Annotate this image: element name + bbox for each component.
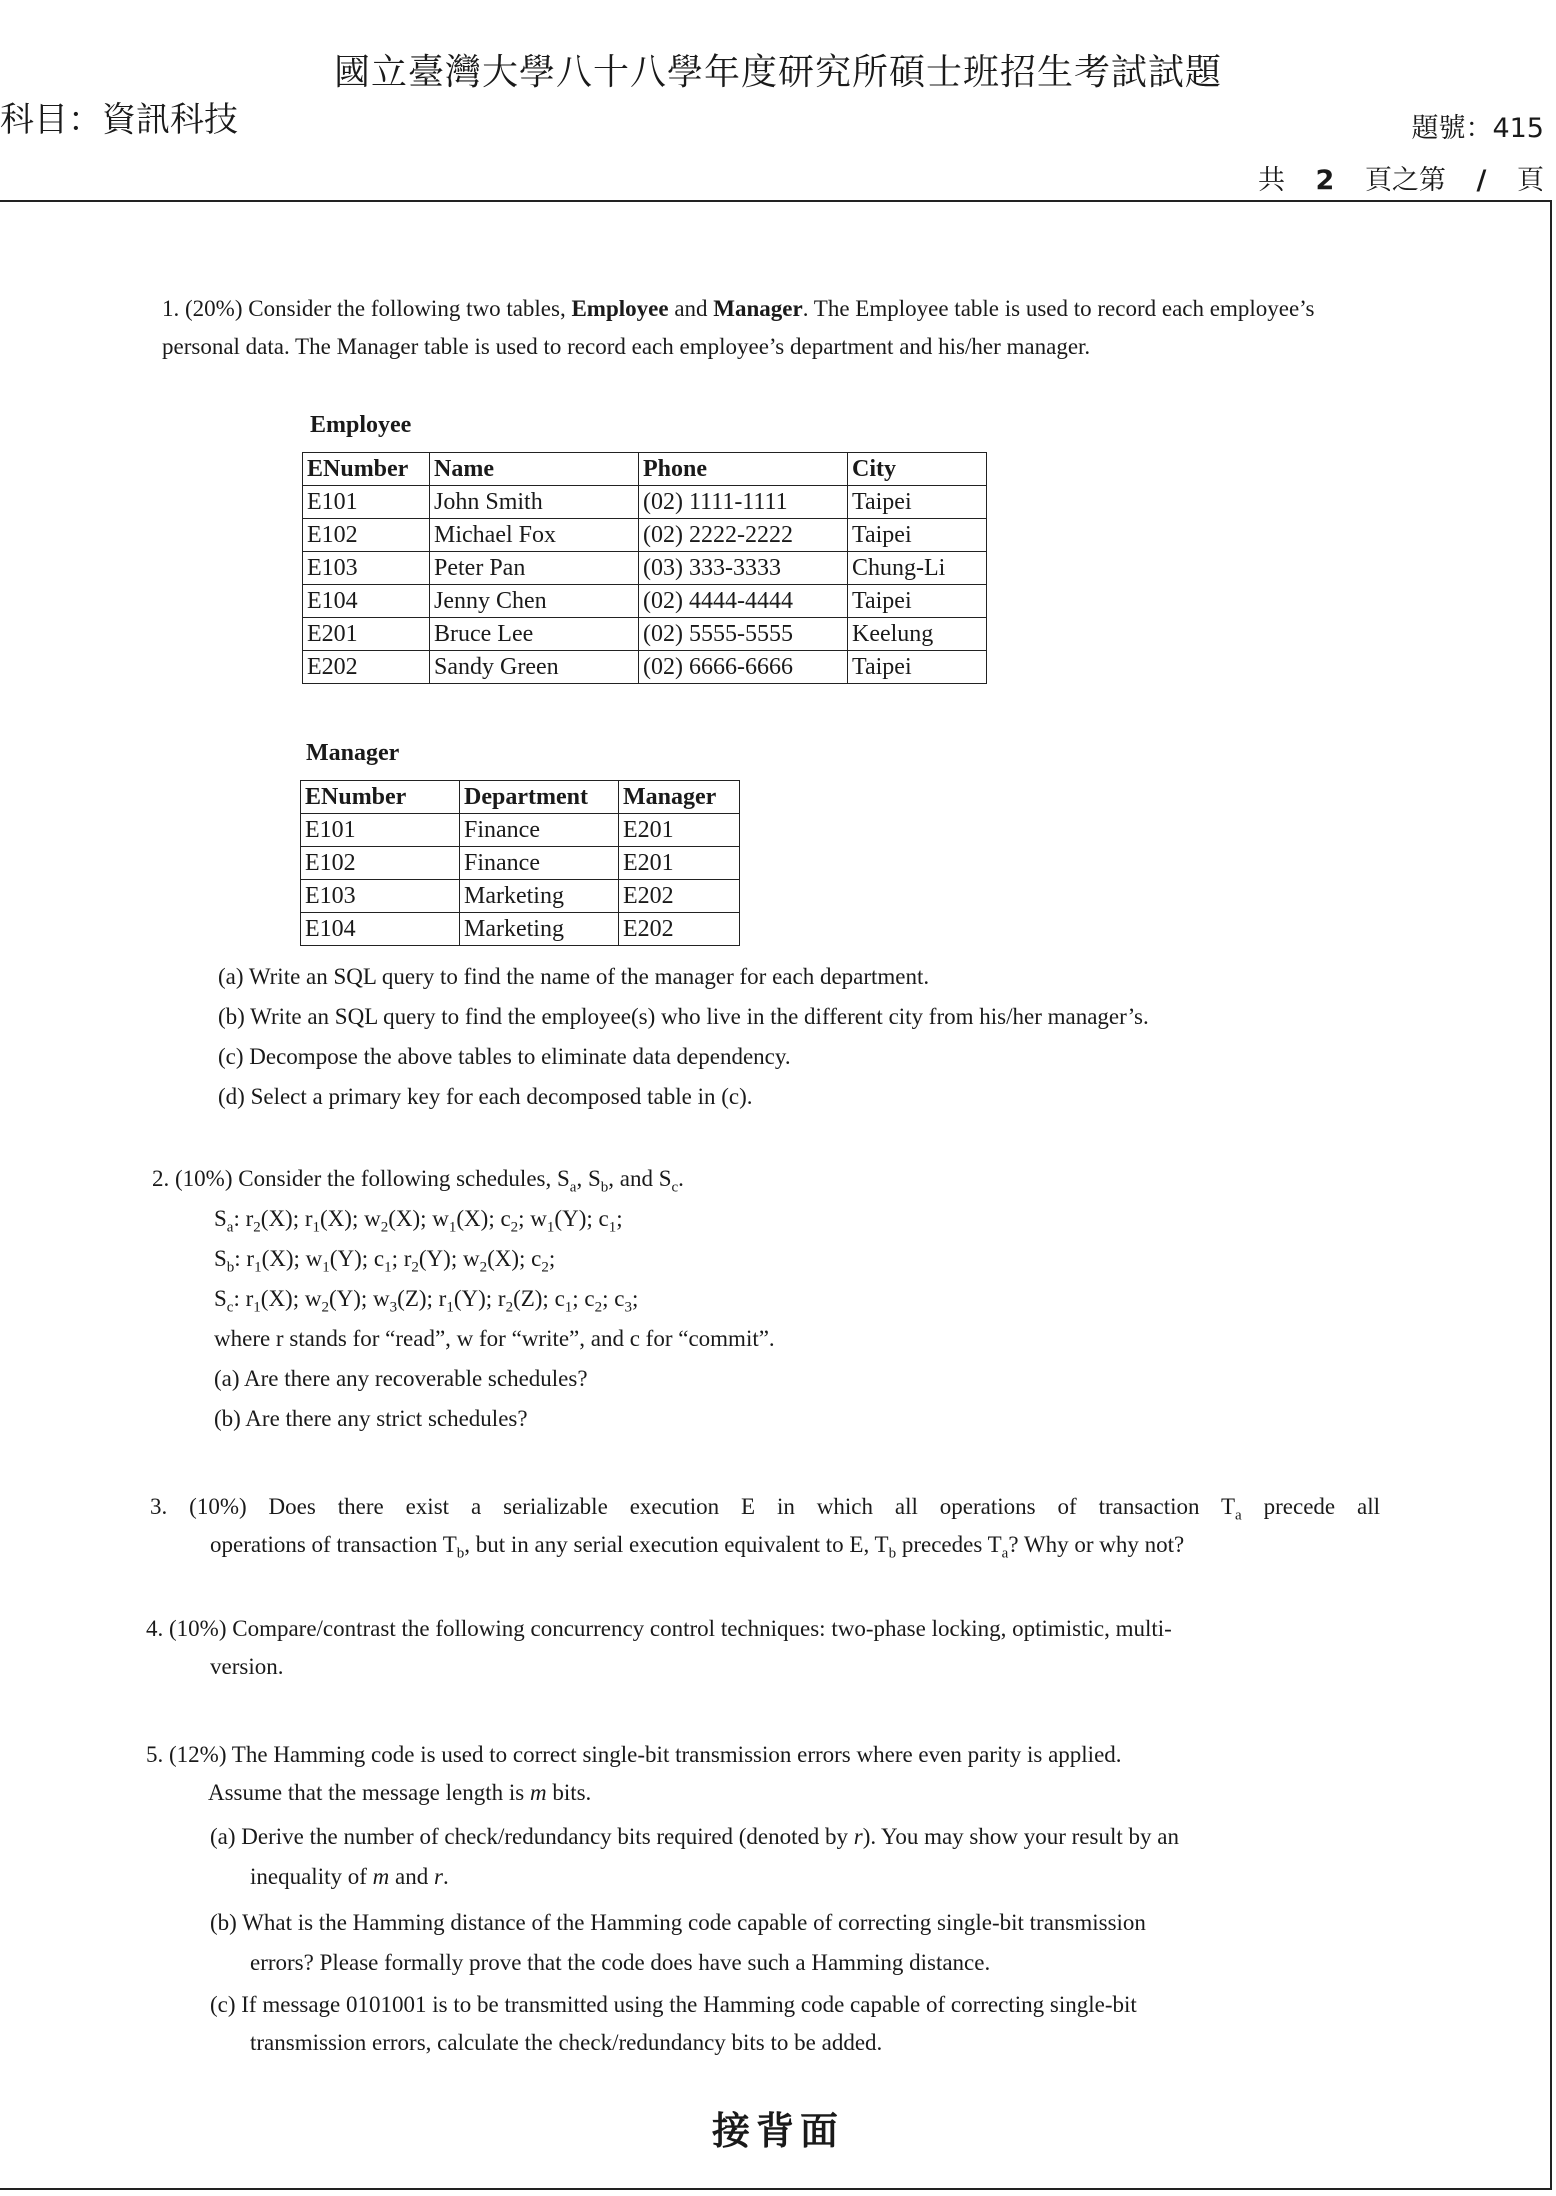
table-cell: Taipei	[848, 585, 987, 618]
page-total-label: 共	[1257, 165, 1285, 196]
table-cell: E103	[301, 880, 460, 913]
employee-col-enumber: ENumber	[303, 453, 430, 486]
table-cell: Keelung	[848, 618, 987, 651]
manager-row	[301, 814, 740, 847]
employee-col-city: City	[848, 453, 987, 486]
manager-col-enumber: ENumber	[301, 781, 460, 814]
q1-part-a: (a) Write an SQL query to find the name of the manager for each department.	[218, 964, 930, 989]
employee-table	[302, 452, 987, 684]
table-cell: Finance	[460, 814, 619, 847]
q2-part-a: (a) Are there any recoverable schedules?	[214, 1366, 588, 1391]
manager-table-caption: Manager	[306, 740, 400, 766]
q5-part-c-line2: transmission errors, calculate the check/redundancy bits to be added.	[250, 2030, 883, 2055]
table-cell: Finance	[460, 847, 619, 880]
q1-part-d: (d) Select a primary key for each decomposed table in (c).	[218, 1084, 753, 1109]
table-cell: Taipei	[848, 519, 987, 552]
employee-row	[303, 486, 987, 519]
table-cell: E102	[303, 519, 430, 552]
manager-table	[300, 780, 740, 946]
q3-line1: 3. (10%) Does there exist a serializable execution E in which all operations of transaction $T_a$ precede all	[150, 1494, 1381, 1524]
table-cell: Marketing	[460, 880, 619, 913]
manager-col-manager: Manager	[619, 781, 740, 814]
employee-col-name: Name	[430, 453, 639, 486]
q5-line2: Assume that the message length is m bits.	[208, 1780, 592, 1805]
q2-schedule-a: $S_a$: $r_2(X)$; $r_1(X)$; $w_2(X)$; $w_1(X)$; $c_2$; $w_1(Y)$; $c_1$;	[214, 1206, 623, 1236]
q1-part-b: (b) Write an SQL query to find the employee(s) who live in the different city from his/her manager’s.	[218, 1004, 1149, 1029]
q2-intro: 2. (10%) Consider the following schedules, $S_a$, $S_b$, and $S_c$.	[152, 1166, 684, 1196]
page-total: 2	[1315, 165, 1335, 196]
employee-row	[303, 618, 987, 651]
table-cell: (02) 5555-5555	[639, 618, 848, 651]
table-cell: Sandy Green	[430, 651, 639, 684]
q4-line2: version.	[210, 1654, 284, 1679]
table-cell: Michael Fox	[430, 519, 639, 552]
q5-part-b-line2: errors? Please formally prove that the code does have such a Hamming distance.	[250, 1950, 991, 1975]
manager-row	[301, 847, 740, 880]
page-current: /	[1476, 165, 1487, 196]
table-cell: E104	[303, 585, 430, 618]
table-cell: Taipei	[848, 486, 987, 519]
table-cell: E101	[301, 814, 460, 847]
table-cell: E103	[303, 552, 430, 585]
table-cell: E201	[303, 618, 430, 651]
employee-row	[303, 585, 987, 618]
table-cell: E102	[301, 847, 460, 880]
q5-part-c-line1: (c) If message 0101001 is to be transmitted using the Hamming code capable of correcting single-bit	[210, 1992, 1137, 2017]
table-cell: E202	[619, 880, 740, 913]
q3-line2: operations of transaction $T_b$, but in any serial execution equivalent to E, $T_b$ precedes $T_a$? Why or why not?	[210, 1532, 1185, 1562]
manager-row	[301, 913, 740, 946]
q1-part-c: (c) Decompose the above tables to eliminate data dependency.	[218, 1044, 791, 1069]
manager-col-department: Department	[460, 781, 619, 814]
continue-on-back: 接背面	[711, 2109, 844, 2153]
table-cell: John Smith	[430, 486, 639, 519]
q5-line1: 5. (12%) The Hamming code is used to correct single-bit transmission errors where even parity is applied.	[146, 1742, 1122, 1767]
table-cell: (03) 333-3333	[639, 552, 848, 585]
exam-title: 國立臺灣大學八十八學年度研究所碩士班招生考試試題	[333, 52, 1222, 93]
employee-row	[303, 651, 987, 684]
q5-part-b-line1: (b) What is the Hamming distance of the Hamming code capable of correcting single-bit transmission	[210, 1910, 1146, 1935]
page-unit: 頁	[1517, 165, 1544, 196]
table-cell: (02) 1111-1111	[639, 486, 848, 519]
table-cell: (02) 4444-4444	[639, 585, 848, 618]
table-cell: (02) 2222-2222	[639, 519, 848, 552]
table-cell: E201	[619, 847, 740, 880]
table-cell: Jenny Chen	[430, 585, 639, 618]
page-info	[1236, 158, 1544, 197]
table-cell: E202	[303, 651, 430, 684]
table-cell: E101	[303, 486, 430, 519]
table-cell: Bruce Lee	[430, 618, 639, 651]
table-cell: Chung-Li	[848, 552, 987, 585]
page-of-label: 頁之第	[1364, 165, 1446, 196]
table-cell: E201	[619, 814, 740, 847]
q2-schedule-c: $S_c$: $r_1(X)$; $w_2(Y)$; $w_3(Z)$; $r_1(Y)$; $r_2(Z)$; $c_1$; $c_2$; $c_3$;	[214, 1286, 639, 1316]
q5-part-a-line2: inequality of m and r.	[250, 1864, 449, 1889]
table-cell: E202	[619, 913, 740, 946]
q2-part-b: (b) Are there any strict schedules?	[214, 1406, 528, 1431]
employee-col-phone: Phone	[639, 453, 848, 486]
table-cell: Taipei	[848, 651, 987, 684]
table-cell: E104	[301, 913, 460, 946]
q2-schedule-b: $S_b$: $r_1(X)$; $w_1(Y)$; $c_1$; $r_2(Y)$; $w_2(X)$; $c_2$;	[214, 1246, 556, 1276]
q2-where: where r stands for “read”, w for “write”, and c for “commit”.	[214, 1326, 775, 1351]
employee-row	[303, 519, 987, 552]
employee-row	[303, 552, 987, 585]
table-cell: Peter Pan	[430, 552, 639, 585]
table-cell: (02) 6666-6666	[639, 651, 848, 684]
question-number: 題號：415	[1411, 113, 1544, 144]
q5-part-a-line1: (a) Derive the number of check/redundancy bits required (denoted by r). You may show your result by an	[210, 1824, 1179, 1849]
employee-table-caption: Employee	[310, 412, 412, 438]
q4-line1: 4. (10%) Compare/contrast the following concurrency control techniques: two-phase locking, optimistic, multi-	[146, 1616, 1172, 1641]
table-cell: Marketing	[460, 913, 619, 946]
q1-intro: 1. (20%) Consider the following two tables, Employee and Manager. The Employee table is used to record each employee’s personal data. The Manager table is used to record each employee’s department and his/her manager.	[162, 296, 1315, 359]
subject-label: 科目：資訊科技	[0, 100, 238, 140]
manager-row	[301, 880, 740, 913]
